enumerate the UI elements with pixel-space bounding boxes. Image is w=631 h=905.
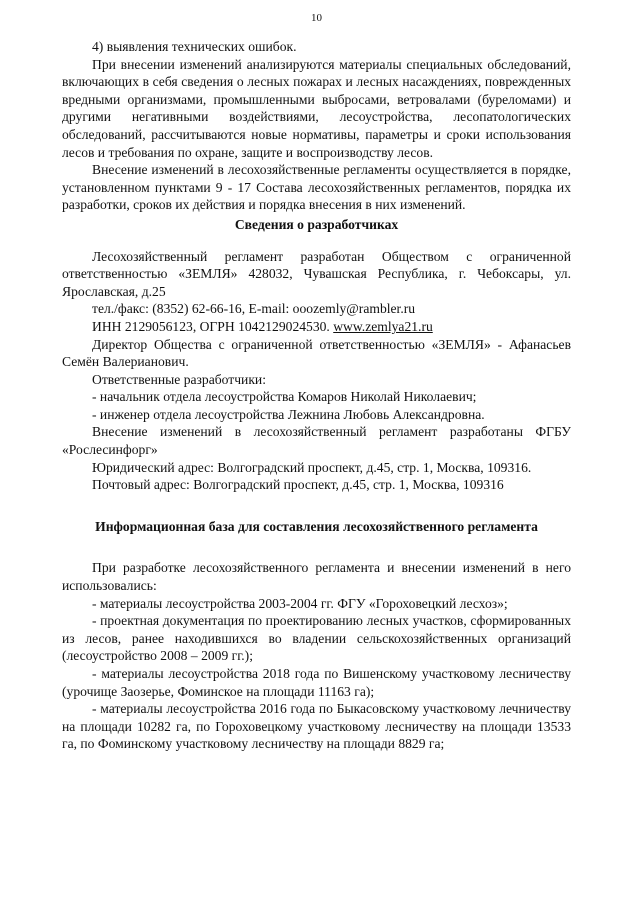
developer-director: Директор Общества с ограниченной ответственностью «ЗЕМЛЯ» - Афанасьев Семён Валерианович.	[62, 336, 571, 370]
changes-developer: Внесение изменений в лесохозяйственный регламент разработаны ФГБУ «Рослесинфорг»	[62, 424, 571, 458]
responsible-developers-label: Ответственные разработчики:	[92, 371, 266, 387]
info-intro: При разработке лесохозяйственного регламента и внесении изменений в него использовались:	[62, 560, 571, 594]
developer-registration	[62, 318, 571, 336]
paragraph-changes-analysis: При внесении изменений анализируются материалы специальных обследований, включающих в себя сведения о лесных пожарах и лесных насаждениях, поврежденных вредными организмами, промышленными выбросами, ветровалами (буреломами) и другими негативными воздействиями, лесоустройства, лесопатологических обследований, рассчитываются новые нормативы, параметры и сроки использования лесов и требования по охране, защите и воспроизводству лесов.	[62, 56, 571, 160]
heading-info-base: Информационная база для составления лесохозяйственного регламента	[95, 518, 538, 534]
paragraph-list-item-4: 4) выявления технических ошибок.	[92, 39, 297, 54]
responsible-developer-2: - инженер отдела лесоустройства Лежнина Любовь Александровна.	[92, 406, 485, 422]
developer-website-link[interactable]: www.zemlya21.ru	[333, 318, 433, 334]
page-number: 10	[311, 12, 322, 24]
info-item-3: - материалы лесоустройства 2018 года по Вишенскому участковому лесничеству (урочище Заозерье, Фоминское на площади 11163 га);	[62, 666, 571, 699]
postal-address: Почтовый адрес: Волгоградский проспект, д.45, стр. 1, Москва, 109316	[92, 477, 504, 493]
legal-address: Юридический адрес: Волгоградский проспект, д.45, стр. 1, Москва, 109316.	[92, 459, 532, 475]
info-item-1: - материалы лесоустройства 2003-2004 гг. ФГУ «Гороховецкий лесхоз»;	[92, 595, 508, 611]
developer-contacts: тел./факс: (8352) 62-66-16, E-mail: ooozemly@rambler.ru	[92, 301, 416, 317]
developer-inn: ИНН 2129056123, ОГРН 1042129024530.	[92, 318, 334, 334]
responsible-developer-1: - начальник отдела лесоустройства Комаров Николай Николаевич;	[92, 389, 477, 405]
info-item-2: - проектная документация по проектированию лесных участков, сформированных из лесов, ранее находившихся во владении сельскохозяйственных организаций (лесоустройство 2008 – 2009 гг.);	[62, 613, 571, 664]
heading-developers: Сведения о разработчиках	[234, 216, 399, 232]
info-item-4: - материалы лесоустройства 2016 года по Быкасовскому участковому лечничеству на площади 10282 га, по Гороховецкому участковому лесничеству на площади 13533 га, по Фоминскому участковому лесничеству на площади 8829 га;	[62, 701, 571, 752]
developer-organization: Лесохозяйственный регламент разработан Обществом с ограниченной ответственностью «ЗЕМЛЯ» 428032, Чувашская Республика, г. Чебоксары, ул. Ярославская, д.25	[62, 248, 571, 299]
paragraph-changes-procedure: Внесение изменений в лесохозяйственные регламенты осуществляется в порядке, установленном пунктами 9 - 17 Состава лесохозяйственных регламентов, порядка их разработки, сроков их действия и порядка внесения в них изменений.	[62, 162, 571, 213]
